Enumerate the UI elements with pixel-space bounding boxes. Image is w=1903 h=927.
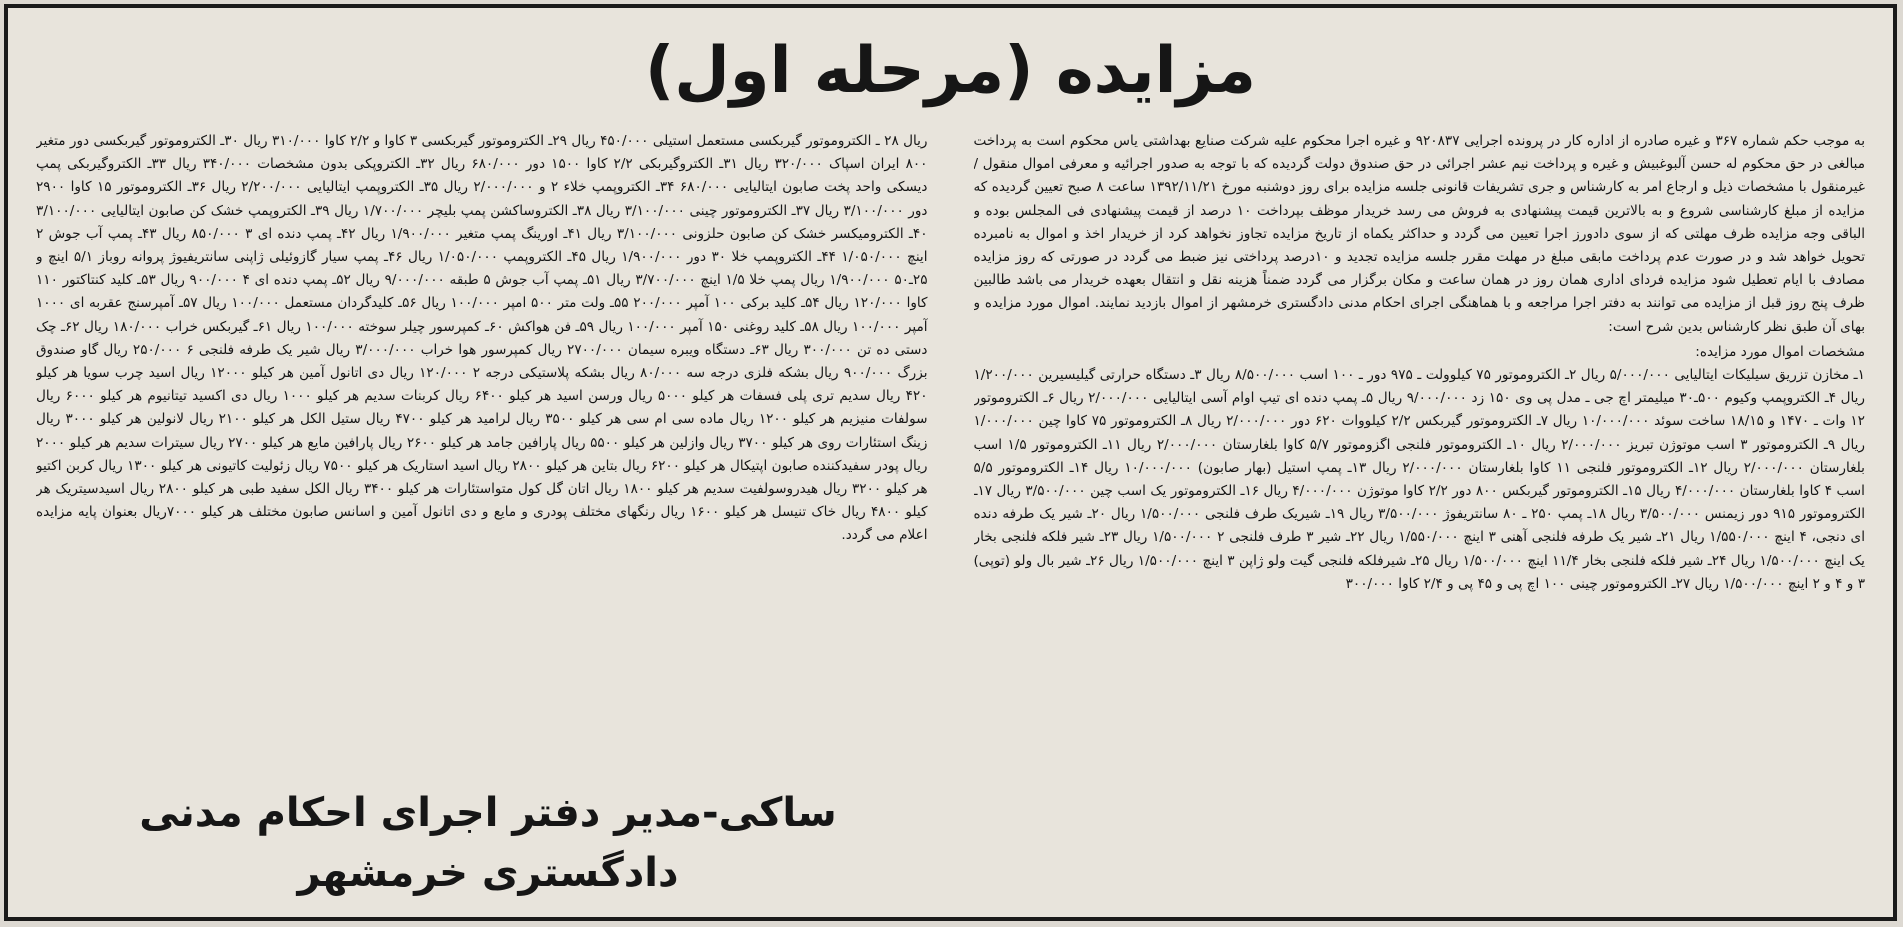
notice-body	[36, 130, 1865, 820]
notice-title: مزایده (مرحله اول)	[645, 34, 1256, 108]
auction-notice	[4, 4, 1897, 921]
left-column	[36, 130, 928, 820]
items-heading: مشخصات اموال مورد مزایده:	[1695, 343, 1865, 360]
right-column	[974, 130, 1866, 820]
signature: ساکی-مدیر دفتر اجرای احکام مدنی دادگستری خرمشهر	[139, 790, 837, 896]
intro-paragraph: به موجب حکم شماره ۳۶۷ و غیره صادره از اداره کار در پرونده اجرایی ۹۲۰۸۳۷ و غیره اجرا محکوم علیه شرکت صنایع بهداشتی یاس محکوم است به پرداخت مبالغی در حق محکوم له حسن آلبوغبیش و غیره و پرداخت نیم عشر اجرائی در حق صندوق دولت گردیده که با توجه به صدور اجرائیه و معرفی اموال منقول /غیرمنقول با مشخصات ذیل و ارجاع امر به کارشناس و جری تشریفات قانونی جلسه مزایده برای روز دوشنبه مورخ ۱۳۹۲/۱۱/۲۱ ساعت ۸ صبح تعیین گردیده که مزایده از مبلغ کارشناسی شروع و به بالاترین قیمت پیشنهادی به فروش می رسد خریدار موظف بپرداخت ۱۰ درصد از قیمت پیشنهادی فی المجلس بوده و الباقی وجه مزایده ظرف مهلتی که از سوی دادورز اجرا تعیین می گردد و حداکثر یکماه از تاریخ مزایده تجاوز نخواهد کرد از خریدار اخذ و اموال به نامبرده تحویل خواهد شد و در صورت عدم پرداخت مابقی مبلغ در مهلت مقرر جلسه مزایده تجدید و ۱۰درصد پرداختی نیز ضبط می گردد در صورتی که روز مزایده مصادف با ایام تعطیل شود مزایده فردای اداری همان روز در همان ساعت و مکان برگزار می گردد ضمناً هزینه نقل و انتقال بعهده خریدار می باشد طالبین ظرف پنج روز قبل از مزایده می توانند به دفتر اجرا مراجعه و با هماهنگی اجرای احکام مدنی دادگستری خرمشهر از اموال بازدید نمایند. اموال مورد مزایده و بهای آن طبق نظر کارشناس بدین شرح است:	[973, 133, 1865, 335]
items-list-part-2: ریال ۲۸ ـ الکتروموتور گیربکسی مستعمل استیلی ۴۵۰/۰۰۰ ریال ۲۹ـ الکتروموتور گیربکسی ۳ کاوا و ۲/۲ کاوا ۳۱۰/۰۰۰ ریال ۳۰ـ الکتروموتور گیربکسی دور متغیر ۸۰۰ ایران اسپاک ۳۲۰/۰۰۰ ریال ۳۱ـ الکتروگیربکی ۲/۲ کاوا ۱۵۰۰ دور ۶۸۰/۰۰۰ ریال ۳۲ـ الکتروپکی بدون مشخصات ۳۴۰/۰۰۰ ریال ۳۳ـ الکتروگیربکی پمپ دیسکی واحد پخت صابون ایتالیایی ۶۸۰/۰۰۰ ۳۴ـ الکتروپمپ خلاء ۲ و ۲/۰۰۰/۰۰۰ ریال ۳۵ـ الکتروپمپ ایتالیایی ۲/۲۰۰/۰۰۰ ریال ۳۶ـ الکتروموتور ۱۵ کاوا ۲۹۰۰ دور ۳/۱۰۰/۰۰۰ ریال ۳۷ـ الکتروموتور چینی ۳/۱۰۰/۰۰۰ ریال ۳۸ـ الکتروساکشن پمپ بلیچر ۱/۷۰۰/۰۰۰ ریال ۳۹ـ الکتروپمپ خشک کن صابون ایتالیایی ۳/۱۰۰/۰۰۰ ۴۰ـ الکترومیکسر خشک کن صابون حلزونی ۳/۱۰۰/۰۰۰ ریال ۴۱ـ اورینگ پمپ متغیر ۱/۹۰۰/۰۰۰ ریال ۴۲ـ پمپ دنده ای ۳ ۸۵۰/۰۰۰ ریال ۴۳ـ پمپ آب جوش ۲ اینچ ۱/۰۵۰/۰۰۰ ۴۴ـ الکتروپمپ خلا ۳۰ دور ۱/۹۰۰/۰۰۰ ریال ۴۵ـ الکتروپمپ ۱/۰۵۰/۰۰۰ ریال ۴۶ـ پمپ سیار گازوئیلی ژاپنی سانتریفیوژ پروانه روباز ۵/۱ اینچ و ۲۵ـ۵۰ ۱/۹۰۰/۰۰۰ ریال پمپ خلا ۱/۵ اینچ ۳/۷۰۰/۰۰۰ ریال ۵۱ـ پمپ آب جوش ۵ طبقه ۹/۰۰۰/۰۰۰ ریال ۵۲ـ پمپ دنده ای ۴ ۹۰۰/۰۰۰ ریال ۵۳ـ کلید کنتاکتور ۱۱۰ کاوا ۱۲۰/۰۰۰ ریال ۵۴ـ کلید برکی ۱۰۰ آمپر ۲۰۰/۰۰۰ ۵۵ـ ولت متر ۵۰۰ امپر ۱۰۰/۰۰۰ ریال ۵۶ـ کلیدگردان مستعمل ۱۰۰/۰۰۰ ریال ۵۷ـ آمپرسنج عقربه ای ۱۰۰۰ آمپر ۱۰۰/۰۰۰ ریال ۵۸ـ کلید روغنی ۱۵۰ آمپر ۱۰۰/۰۰۰ ریال ۵۹ـ فن هواکش ۶۰ـ کمپرسور چیلر سوخته ۱۰۰/۰۰۰ ریال ۶۱ـ گیربکس خراب ۱۸۰/۰۰۰ ریال ۶۲ـ چک دستی ده تن ۳۰۰/۰۰۰ ریال ۶۳ـ دستگاه ویبره سیمان ۲۷۰۰/۰۰۰ ریال کمپرسور هوا خراب ۳/۰۰۰/۰۰۰ ریال شیر یک طرفه فلنجی ۶ ۲۵۰/۰۰۰ ریال گاو صندوق بزرگ ۹۰۰/۰۰۰ ریال بشکه فلزی درجه سه ۸۰/۰۰۰ ریال بشکه پلاستیکی درجه ۲ ۱۲۰/۰۰۰ ریال دی اتانول آمین هر کیلو ۱۲۰۰۰ ریال اسید چرب سویا هر کیلو ۴۲۰ ریال سدیم تری پلی فسفات هر کیلو ۵۰۰۰ ریال ورسن اسید هر کیلو ۶۴۰۰ ریال کربنات سدیم هر کیلو ۱۰۰۰ ریال دی اکسید تیتانیوم هر کیلو ۶۰۰۰ ریال سولفات منیزیم هر کیلو ۱۲۰۰ ریال ماده سی ام سی هر کیلو ۳۵۰۰ ریال لرامید هر کیلو ۴۷۰۰ ریال ستیل الکل هر کیلو ۲۱۰۰ ریال لانولین هر کیلو ۳۰۰۰ ریال زینگ استئارات روی هر کیلو ۳۷۰۰ ریال وازلین هر کیلو ۵۵۰۰ ریال پارافین جامد هر کیلو ۲۶۰۰ ریال پارافین مایع هر کیلو ۲۷۰۰ ریال سیترات سدیم هر کیلو ۲۰۰۰ ریال پودر سفیدکننده صابون اپتیکال هر کیلو ۶۲۰۰ ریال بتاین هر کیلو ۲۸۰۰ ریال اسید استاریک هر کیلو ۷۵۰۰ ریال زئولیت کاتیونی هر کیلو ۱۳۰۰ ریال کربن اکتیو هر کیلو ۳۲۰۰ ریال هیدروسولفیت سدیم هر کیلو ۱۸۰۰ ریال اتان گل کول متواستئارات هر کیلو ۳۴۰۰ ریال الکل سفید طبی هر کیلو ۲۸۰۰ ریال اسیدسیتریک هر کیلو ۴۸۰۰ ریال خاک تنیسل هر کیلو ۱۶۰۰ ریال رنگهای مختلف پودری و مایع و دی اتانول آمین و اسانس صابون مختلف هر کیلو ۷۰۰۰ریال بعنوان پایه مزایده اعلام می گردد.	[36, 133, 928, 544]
items-list-part-1: ۱ـ مخازن تزریق سیلیکات ایتالیایی ۵/۰۰۰/۰۰۰ ریال ۲ـ الکتروموتور ۷۵ کیلوولت ـ ۹۷۵ دور ـ ۱۰۰ اسب ۸/۵۰۰/۰۰۰ ریال ۳ـ دستگاه حرارتی گیلیسیرین ۱/۲۰۰/۰۰۰ ریال ۴ـ الکتروپمپ وکیوم ۵۰۰ـ۳۰ میلیمتر اچ جی ـ مدل پی وی ۱۵۰ زد ۹/۰۰۰/۰۰۰ ریال ۵ـ پمپ دنده ای تیپ اوام آسی ایتالیایی ۲/۰۰۰/۰۰۰ ریال ۶ـ الکتروموتور ۱۲ وات ـ ۱۴۷۰ و ۱۸/۱۵ ساخت سوئد ۱۰/۰۰۰/۰۰۰ ریال ۷ـ الکتروموتور گیربکس ۲/۲ کیلووات ۶۲۰ دور ۲/۰۰۰/۰۰۰ ریال ۸ـ الکتروموتور ۷۵ کاوا چین ۱/۰۰۰/۰۰۰ ریال ۹ـ الکتروموتور ۳ اسب موتوژن تبریز ۲/۰۰۰/۰۰۰ ریال ۱۰ـ الکتروموتور فلنجی اگزوموتور ۵/۷ کاوا بلغارستان ۲/۰۰۰/۰۰۰ ریال ۱۱ـ الکتروموتور ۱/۵ اسب بلغارستان ۲/۰۰۰/۰۰۰ ریال ۱۲ـ الکتروموتور فلنجی ۱۱ کاوا بلغارستان ۲/۰۰۰/۰۰۰ ریال ۱۳ـ پمپ استیل (بهار صابون) ۱۰/۰۰۰/۰۰۰ ریال ۱۴ـ الکتروموتور ۵/۵ اسب ۴ کاوا بلغارستان ۴/۰۰۰/۰۰۰ ریال ۱۵ـ الکتروموتور گیربکس ۸۰۰ دور ۲/۲ کاوا موتوژن ۴/۰۰۰/۰۰۰ ریال ۱۶ـ الکتروموتور یک اسب چین ۳/۵۰۰/۰۰۰ ریال ۱۷ـ الکتروموتور ۹۱۵ دور زیمنس ۳/۵۰۰/۰۰۰ ریال ۱۸ـ پمپ ۲۵۰ ـ ۸۰ سانتریفوژ ۳/۵۰۰/۰۰۰ ریال ۱۹ـ شیریک طرف فلنجی ۱/۵۰۰/۰۰۰ ریال ۲۰ـ شیر یک طرفه دنده ای دنجی، ۴ اینچ ۱/۵۵۰/۰۰۰ ریال ۲۱ـ شیر یک طرفه فلنجی آهنی ۳ اینچ ۱/۵۵۰/۰۰۰ ریال ۲۲ـ شیر ۳ طرف فلنجی ۲ ۱/۵۰۰/۰۰۰ ریال ۲۳ـ شیر فلکه فلنجی بخار یک اینچ ۱/۵۰۰/۰۰۰ ریال ۲۴ـ شیر فلکه فلنجی بخار ۱۱/۴ اینچ ۱/۵۰۰/۰۰۰ ریال ۲۵ـ شیرفلکه فلنجی گیت ولو ژاپن ۳ اینچ ۱/۵۰۰/۰۰۰ ریال ۲۶ـ شیر بال ولو (توپی) ۳ و ۴ و ۲ اینچ ۱/۵۰۰/۰۰۰ ریال ۲۷ـ الکتروموتور چینی ۱۰۰ اچ پی و ۴۵ پی و ۲/۴ کاوا ۳۰۰/۰۰۰	[973, 367, 1865, 592]
